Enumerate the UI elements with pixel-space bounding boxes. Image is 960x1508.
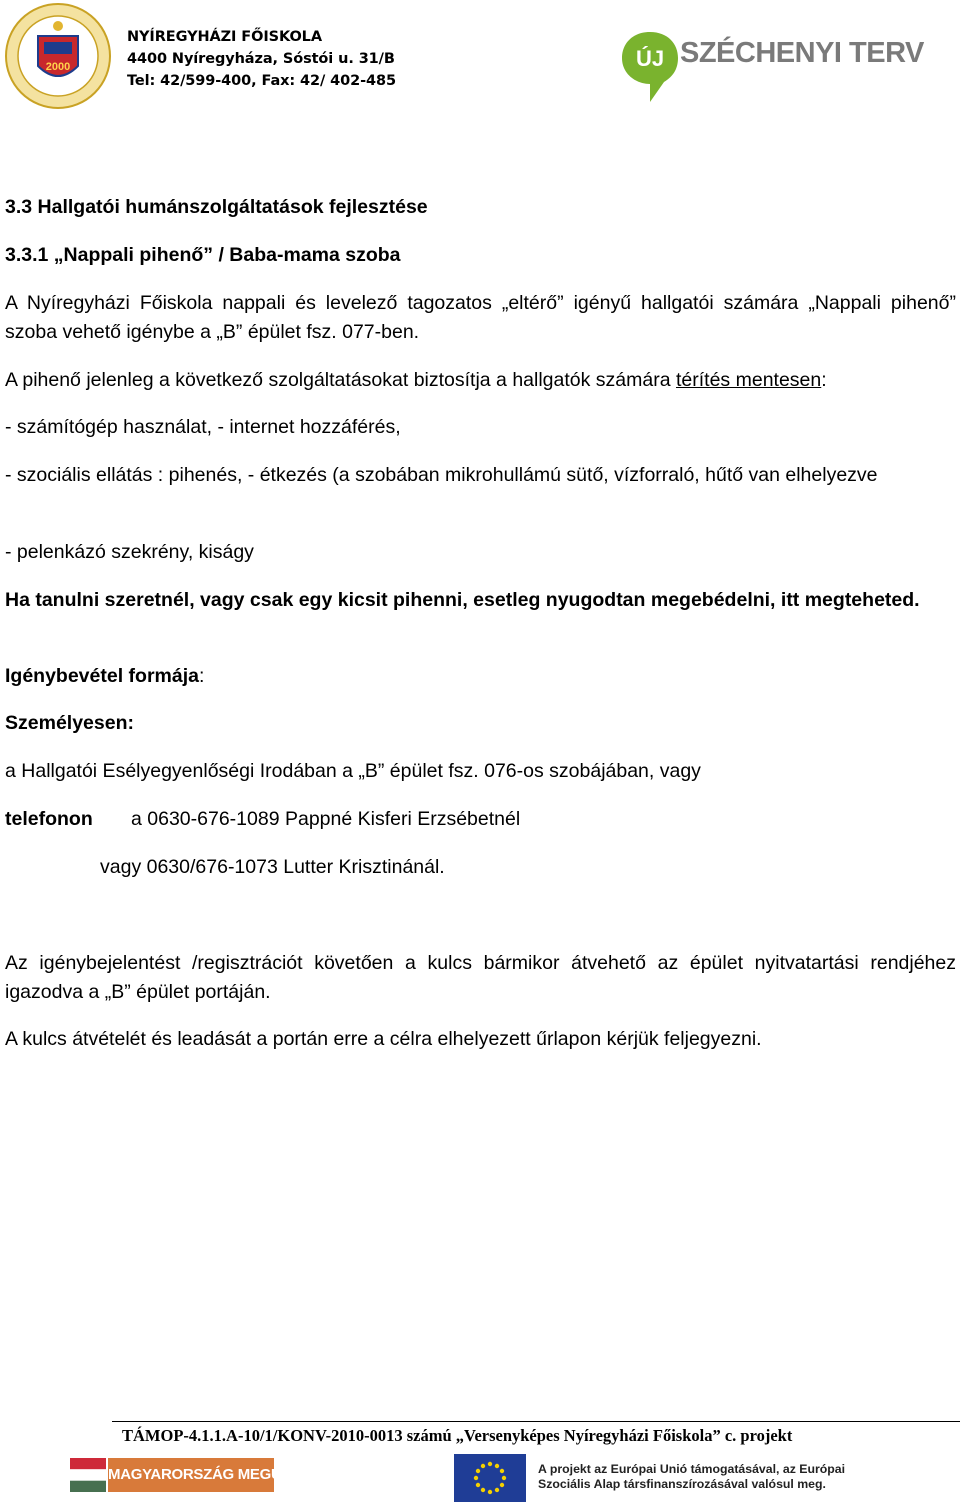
szechenyi-mark: ÚJ: [635, 46, 665, 71]
institution-block: [127, 26, 396, 92]
college-seal-logo: [4, 2, 112, 110]
seal-year: 2000: [45, 61, 71, 73]
usage-colon: :: [199, 665, 205, 687]
services-paragraph: [5, 366, 956, 395]
section-title: 3.3 Hallgatói humánszolgáltatások fejlesztése: [5, 196, 428, 218]
key-pickup-paragraph: Az igénybejelentést /regisztrációt követően a kulcs bármikor átvehető az épület nyitvatartási rendjéhez igazodva a „B” épület portáján.: [5, 952, 956, 1003]
footer-project-text: TÁMOP-4.1.1.A-10/1/KONV-2010-0013 számú „Versenyképes Nyíregyházi Főiskola” c. projekt: [122, 1426, 793, 1445]
services-free-of-charge: térítés mentesen: [676, 369, 822, 391]
services-colon: :: [821, 369, 827, 391]
eu-support-text: [538, 1462, 845, 1492]
footer-divider: [112, 1421, 960, 1422]
key-log-paragraph: A kulcs átvételét és leadását a portán erre a célra elhelyezett űrlapon kérjük feljegyezni.: [5, 1028, 762, 1050]
institution-address: 4400 Nyíregyháza, Sóstói u. 31/B: [127, 51, 395, 67]
in-person-text: a Hallgatói Esélyegyenlőségi Irodában a „B” épület fsz. 076-os szobájában, vagy: [5, 760, 701, 782]
service-list-item: - szociális ellátás : pihenés, - étkezés (a szobában mikrohullámú sütő, vízforraló, hűtő van elhelyezve: [5, 464, 878, 486]
services-lead: A pihenő jelenleg a következő szolgáltatásokat biztosítja a hallgatók számára: [5, 369, 676, 391]
subsection-title: 3.3.1 „Nappali pihenő” / Baba-mama szoba: [5, 244, 401, 266]
szechenyi-wordmark: SZÉCHENYI TERV: [680, 37, 924, 69]
eu-support-line-1: A projekt az Európai Unió támogatásával, az Európai: [538, 1462, 846, 1476]
usage-heading: [5, 662, 956, 691]
invitation-paragraph: Ha tanulni szeretnél, vagy csak egy kicsit pihenni, esetleg nyugodtan megebédelni, itt megteheted.: [5, 589, 920, 611]
intro-paragraph: A Nyíregyházi Főiskola nappali és levelező tagozatos „eltérő” igényű hallgatói számára „Nappali pihenő” szoba vehető igénybe a „B” épület fsz. 077-ben.: [5, 292, 956, 343]
service-list-item: - pelenkázó szekrény, kiságy: [5, 541, 254, 563]
institution-phone-fax: Tel: 42/599-400, Fax: 42/ 402-485: [127, 73, 397, 89]
hungarian-flag-icon: [70, 1458, 106, 1492]
service-list-item: - számítógép használat, - internet hozzáférés,: [5, 416, 401, 438]
usage-label: Igénybevétel formája: [5, 665, 199, 687]
magyarorszag-megujul-badge: MAGYARORSZÁG MEGÚJUL: [108, 1458, 274, 1492]
eu-support-line-2: Szociális Alap társfinanszírozásával valósul meg.: [538, 1477, 826, 1491]
phone-contact-1: a 0630-676-1089 Pappné Kisferi Erzsébetnél: [131, 808, 521, 830]
institution-name: NYÍREGYHÁZI FŐISKOLA: [127, 29, 322, 45]
phone-label: telefonon: [5, 808, 93, 830]
eu-flag-icon: [454, 1454, 526, 1502]
phone-contact-2: vagy 0630/676-1073 Lutter Krisztinánál.: [100, 856, 445, 878]
in-person-label: Személyesen:: [5, 712, 134, 734]
